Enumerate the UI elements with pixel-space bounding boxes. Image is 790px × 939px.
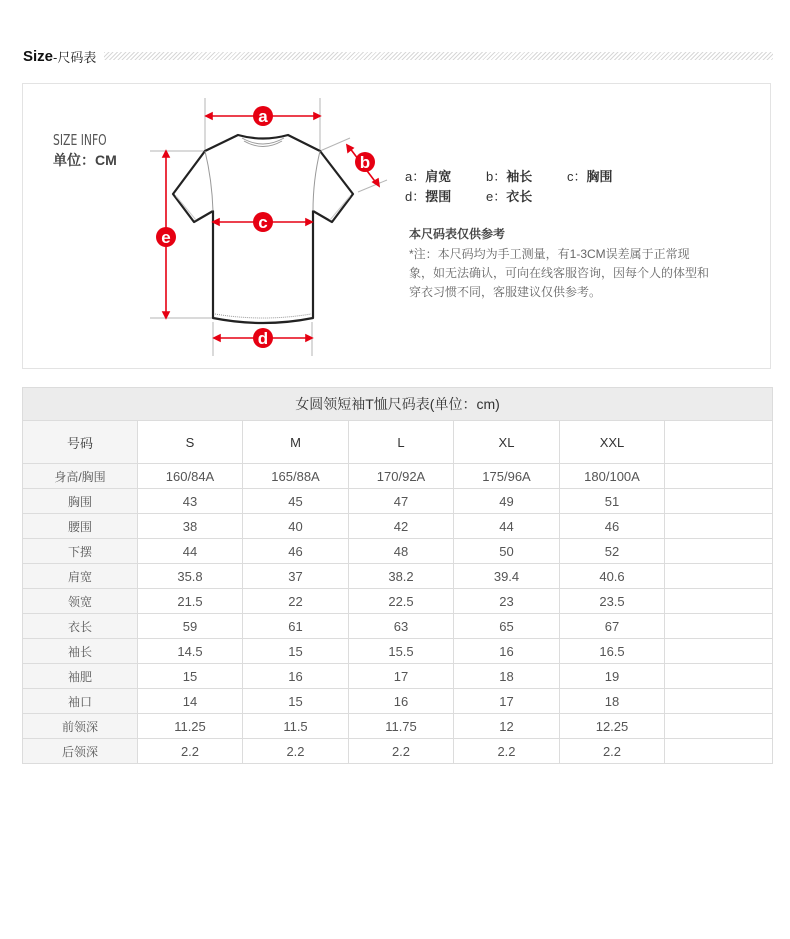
table-cell: 22 <box>243 589 349 614</box>
table-cell: 2.2 <box>349 739 454 764</box>
svg-text:b: b <box>359 153 371 172</box>
table-cell: 22.5 <box>349 589 454 614</box>
table-cell <box>665 514 773 539</box>
table-cell: 12.25 <box>560 714 665 739</box>
row-label: 袖长 <box>23 639 138 664</box>
table-cell: 17 <box>349 664 454 689</box>
legend-item-a: a：肩宽 <box>405 168 452 184</box>
table-cell: 50 <box>454 539 560 564</box>
table-cell <box>665 689 773 714</box>
svg-text:d: d <box>257 329 269 348</box>
legend-item-b: b：袖长 <box>486 168 533 184</box>
table-cell: 38 <box>138 514 243 539</box>
table-cell: 16 <box>454 639 560 664</box>
table-cell: 43 <box>138 489 243 514</box>
size-info-heading <box>53 131 128 170</box>
table-cell: 11.25 <box>138 714 243 739</box>
row-label: 腰围 <box>23 514 138 539</box>
table-cell: 63 <box>349 614 454 639</box>
table-cell: 165/88A <box>243 464 349 489</box>
svg-text:e: e <box>161 228 171 247</box>
table-row <box>23 689 773 714</box>
table-cell: 2.2 <box>243 739 349 764</box>
table-cell: 21.5 <box>138 589 243 614</box>
table-cell: 19 <box>560 664 665 689</box>
table-cell: 61 <box>243 614 349 639</box>
table-cell: 48 <box>349 539 454 564</box>
table-row <box>23 739 773 764</box>
note-title: 本尺码表仅供参考 <box>409 227 506 241</box>
table-cell: 170/92A <box>349 464 454 489</box>
section-title <box>23 46 773 66</box>
table-cell: 175/96A <box>454 464 560 489</box>
table-cell: 15 <box>243 639 349 664</box>
table-cell: 14.5 <box>138 639 243 664</box>
note-body: *注：本尺码均为手工测量，有1-3CM误差属于正常现象，如无法确认，可向在线客服咨询，因每个人的体型和穿衣习惯不同，客服建议仅供参考。 <box>409 247 710 299</box>
table-row <box>23 539 773 564</box>
table-cell: 23.5 <box>560 589 665 614</box>
table-cell <box>665 489 773 514</box>
size-header-cell: S <box>138 421 243 464</box>
size-header-cell <box>665 421 773 464</box>
table-cell: 15.5 <box>349 639 454 664</box>
table-cell: 23 <box>454 589 560 614</box>
table-cell: 42 <box>349 514 454 539</box>
table-cell: 2.2 <box>138 739 243 764</box>
section-title-en: Size <box>23 47 54 65</box>
table-cell: 47 <box>349 489 454 514</box>
table-cell: 51 <box>560 489 665 514</box>
table-cell: 2.2 <box>560 739 665 764</box>
table-cell: 180/100A <box>560 464 665 489</box>
table-cell: 39.4 <box>454 564 560 589</box>
table-cell: 40 <box>243 514 349 539</box>
table-cell: 44 <box>138 539 243 564</box>
table-cell: 11.75 <box>349 714 454 739</box>
table-cell: 59 <box>138 614 243 639</box>
size-header-cell: L <box>349 421 454 464</box>
table-cell: 67 <box>560 614 665 639</box>
table-title: 女圆领短袖T恤尺码表(单位：cm) <box>23 388 773 421</box>
table-cell: 15 <box>243 689 349 714</box>
table-row <box>23 489 773 514</box>
header-label: 号码 <box>23 421 138 464</box>
table-cell: 160/84A <box>138 464 243 489</box>
table-cell <box>665 639 773 664</box>
table-cell: 15 <box>138 664 243 689</box>
table-cell: 46 <box>560 514 665 539</box>
legend-item-d: d：摆围 <box>405 188 452 204</box>
row-label: 胸围 <box>23 489 138 514</box>
table-cell <box>665 614 773 639</box>
row-label: 前领深 <box>23 714 138 739</box>
row-label: 衣长 <box>23 614 138 639</box>
table-cell: 45 <box>243 489 349 514</box>
table-row <box>23 639 773 664</box>
table-row <box>23 664 773 689</box>
legend-item-e: e：衣长 <box>486 188 533 204</box>
table-cell: 16.5 <box>560 639 665 664</box>
row-label: 身高/胸围 <box>23 464 138 489</box>
table-cell: 46 <box>243 539 349 564</box>
legend-item-c: c：胸围 <box>567 168 613 184</box>
table-row <box>23 589 773 614</box>
size-header-cell: XL <box>454 421 560 464</box>
table-cell: 18 <box>560 689 665 714</box>
unit-label: 单位：CM <box>53 152 117 168</box>
size-header-cell: XXL <box>560 421 665 464</box>
row-label: 袖肥 <box>23 664 138 689</box>
table-cell: 12 <box>454 714 560 739</box>
table-cell <box>665 564 773 589</box>
size-info-label: SIZE INFO <box>53 131 107 149</box>
table-cell: 11.5 <box>243 714 349 739</box>
row-label: 下摆 <box>23 539 138 564</box>
table-row <box>23 714 773 739</box>
table-cell: 52 <box>560 539 665 564</box>
table-cell: 38.2 <box>349 564 454 589</box>
table-cell: 14 <box>138 689 243 714</box>
table-cell: 35.8 <box>138 564 243 589</box>
table-header-row <box>23 421 773 464</box>
row-label: 后领深 <box>23 739 138 764</box>
table-cell: 17 <box>454 689 560 714</box>
table-row <box>23 564 773 589</box>
table-cell: 40.6 <box>560 564 665 589</box>
section-title-cn: -尺码表 <box>53 49 97 65</box>
table-cell: 16 <box>243 664 349 689</box>
table-cell: 2.2 <box>454 739 560 764</box>
svg-text:a: a <box>258 107 268 126</box>
table-row <box>23 614 773 639</box>
row-label: 肩宽 <box>23 564 138 589</box>
table-cell: 65 <box>454 614 560 639</box>
tshirt-measurement-diagram <box>140 95 400 360</box>
table-cell <box>665 464 773 489</box>
row-label: 袖口 <box>23 689 138 714</box>
table-cell <box>665 589 773 614</box>
row-label: 领宽 <box>23 589 138 614</box>
table-cell <box>665 539 773 564</box>
table-cell: 44 <box>454 514 560 539</box>
svg-text:c: c <box>258 213 268 232</box>
table-row <box>23 464 773 489</box>
table-cell <box>665 739 773 764</box>
table-cell <box>665 714 773 739</box>
table-cell: 49 <box>454 489 560 514</box>
table-cell: 18 <box>454 664 560 689</box>
table-cell <box>665 664 773 689</box>
table-cell: 37 <box>243 564 349 589</box>
hatch-divider <box>104 52 773 60</box>
size-header-cell: M <box>243 421 349 464</box>
table-cell: 16 <box>349 689 454 714</box>
table-row <box>23 514 773 539</box>
measurement-legend <box>405 165 648 205</box>
size-chart-table <box>22 387 773 764</box>
size-note <box>409 225 709 302</box>
